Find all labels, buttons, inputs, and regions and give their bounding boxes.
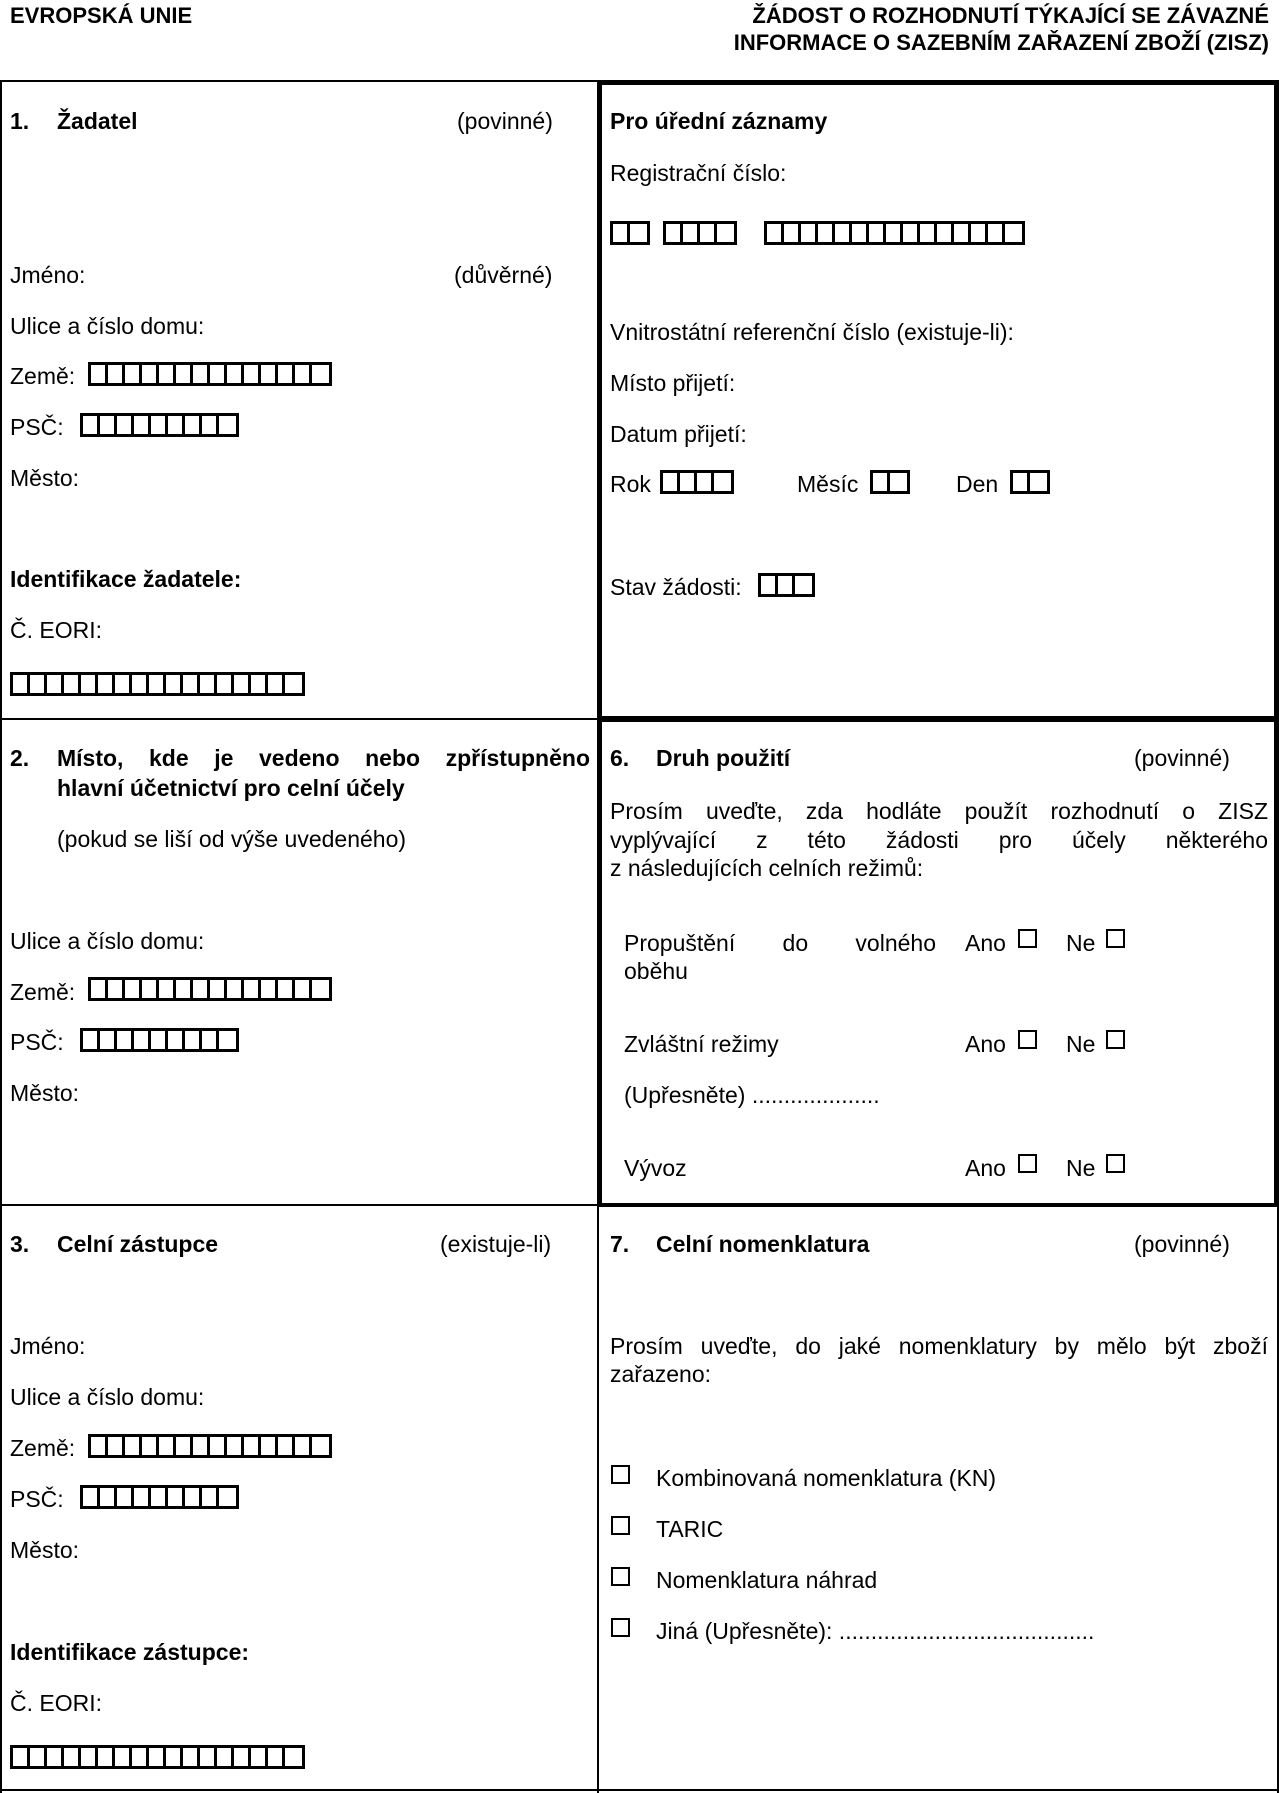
export-yes-label: Ano bbox=[965, 1155, 1006, 1181]
option-refund-checkbox[interactable] bbox=[611, 1567, 630, 1586]
option-refund-label: Nomenklatura náhrad bbox=[656, 1567, 878, 1593]
section7-note: (povinné) bbox=[1134, 1231, 1230, 1257]
release-yes-label: Ano bbox=[965, 930, 1006, 956]
option-taric-label: TARIC bbox=[656, 1516, 724, 1542]
section2-postcode-boxes[interactable] bbox=[80, 1028, 239, 1052]
section6-number: 6. bbox=[610, 745, 630, 771]
section7-intro-line2: zařazeno: bbox=[610, 1361, 712, 1387]
section6-note: (povinné) bbox=[1134, 745, 1230, 771]
section3-country-label: Země: bbox=[10, 1435, 76, 1461]
name-label: Jméno: bbox=[10, 262, 86, 288]
release-no-checkbox[interactable] bbox=[1106, 929, 1125, 948]
section2-country-boxes[interactable] bbox=[88, 977, 332, 1001]
name-confidential-note: (důvěrné) bbox=[454, 262, 553, 288]
section6-title: Druh použití bbox=[656, 745, 791, 771]
option-taric-checkbox[interactable] bbox=[611, 1516, 630, 1535]
section7-number: 7. bbox=[610, 1231, 630, 1257]
application-status-label: Stav žádosti: bbox=[610, 574, 742, 600]
official-title: Pro úřední záznamy bbox=[610, 108, 828, 134]
section2-title-line2: hlavní účetnictví pro celní účely bbox=[57, 775, 405, 801]
release-no-label: Ne bbox=[1066, 930, 1096, 956]
section1-title: Žadatel bbox=[57, 108, 138, 134]
representative-id-title: Identifikace zástupce: bbox=[10, 1639, 250, 1665]
year-boxes[interactable] bbox=[660, 470, 734, 494]
option-other-field[interactable]: Jiná (Upřesněte): ........................................ bbox=[656, 1618, 1095, 1644]
form-title bbox=[569, 2, 1269, 56]
option-other-checkbox[interactable] bbox=[611, 1618, 630, 1637]
date-of-receipt-label: Datum přijetí: bbox=[610, 421, 747, 447]
section1-note: (povinné) bbox=[457, 108, 553, 134]
export-label: Vývoz bbox=[624, 1155, 687, 1181]
option-cn-checkbox[interactable] bbox=[611, 1465, 630, 1484]
form-title-line1: ŽÁDOST O ROZHODNUTÍ TÝKAJÍCÍ SE ZÁVAZNÉ bbox=[752, 3, 1269, 28]
section6-intro-line3: z následujících celních režimů: bbox=[610, 855, 924, 881]
section2-number: 2. bbox=[10, 745, 30, 771]
grid-bottom-line bbox=[0, 1789, 1279, 1791]
registration-boxes-3[interactable] bbox=[764, 221, 1025, 245]
month-boxes[interactable] bbox=[870, 470, 910, 494]
section3-title: Celní zástupce bbox=[57, 1231, 219, 1257]
section3-street-label: Ulice a číslo domu: bbox=[10, 1384, 205, 1410]
street-label: Ulice a číslo domu: bbox=[10, 313, 205, 339]
day-boxes[interactable] bbox=[1010, 470, 1050, 494]
special-procedures-label: Zvláštní režimy bbox=[624, 1031, 779, 1057]
section3-country-boxes[interactable] bbox=[88, 1434, 332, 1458]
section2-country-label: Země: bbox=[10, 979, 76, 1005]
form-title-line2: INFORMACE O SAZEBNÍM ZAŘAZENÍ ZBOŽÍ (ZISZ) bbox=[733, 30, 1269, 55]
special-specify-field[interactable]: (Upřesněte) .................... bbox=[624, 1082, 880, 1108]
section3-number: 3. bbox=[10, 1231, 30, 1257]
release-free-circulation-label: Propuštění do volného bbox=[624, 930, 936, 956]
section3-postcode-label: PSČ: bbox=[10, 1486, 64, 1512]
grid-left-line bbox=[0, 80, 2, 1793]
export-no-label: Ne bbox=[1066, 1155, 1096, 1181]
section2-city-label: Město: bbox=[10, 1080, 80, 1106]
special-yes-checkbox[interactable] bbox=[1018, 1030, 1037, 1049]
postcode-boxes[interactable] bbox=[80, 413, 239, 437]
export-no-checkbox[interactable] bbox=[1106, 1154, 1125, 1173]
country-label: Země: bbox=[10, 363, 76, 389]
special-no-checkbox[interactable] bbox=[1106, 1030, 1125, 1049]
registration-number-label: Registrační číslo: bbox=[610, 160, 787, 186]
export-yes-checkbox[interactable] bbox=[1018, 1154, 1037, 1173]
section1-number: 1. bbox=[10, 108, 30, 134]
section3-note: (existuje-li) bbox=[440, 1231, 552, 1257]
section3-city-label: Město: bbox=[10, 1537, 80, 1563]
postcode-label: PSČ: bbox=[10, 414, 64, 440]
special-yes-label: Ano bbox=[965, 1031, 1006, 1057]
special-no-label: Ne bbox=[1066, 1031, 1096, 1057]
applicant-id-title: Identifikace žadatele: bbox=[10, 566, 242, 592]
section3-eori-label: Č. EORI: bbox=[10, 1690, 103, 1716]
city-label: Město: bbox=[10, 465, 80, 491]
section2-street-label: Ulice a číslo domu: bbox=[10, 928, 205, 954]
section2-postcode-label: PSČ: bbox=[10, 1029, 64, 1055]
section2-subnote: (pokud se liší od výše uvedeného) bbox=[57, 826, 407, 852]
section7-intro-line1: Prosím uveďte, do jaké nomenklatury by mělo být zboží bbox=[610, 1333, 1268, 1359]
registration-boxes-1[interactable] bbox=[610, 221, 650, 245]
month-label: Měsíc bbox=[797, 471, 859, 497]
section6-intro-line1: Prosím uveďte, zda hodláte použít rozhodnutí o ZISZ bbox=[610, 798, 1268, 824]
day-label: Den bbox=[956, 471, 999, 497]
option-cn-label: Kombinovaná nomenklatura (KN) bbox=[656, 1465, 997, 1491]
eori-boxes[interactable] bbox=[10, 672, 305, 696]
section2-title-line1: Místo, kde je vedeno nebo zpřístupněno bbox=[57, 745, 590, 771]
section3-postcode-boxes[interactable] bbox=[80, 1485, 239, 1509]
grid-row1-line-left bbox=[0, 718, 600, 720]
registration-boxes-2[interactable] bbox=[663, 221, 737, 245]
eori-label: Č. EORI: bbox=[10, 617, 103, 643]
release-yes-checkbox[interactable] bbox=[1018, 929, 1037, 948]
national-reference-label: Vnitrostátní referenční číslo (existuje-li): bbox=[610, 319, 1014, 345]
place-of-receipt-label: Místo přijetí: bbox=[610, 370, 736, 396]
year-label: Rok bbox=[610, 471, 651, 497]
application-status-boxes[interactable] bbox=[758, 573, 815, 597]
section3-eori-boxes[interactable] bbox=[10, 1745, 305, 1769]
section6-box bbox=[598, 718, 1278, 1207]
country-code-boxes[interactable] bbox=[88, 362, 332, 386]
release-free-circulation-label-line2: oběhu bbox=[624, 958, 688, 984]
eu-header: EVROPSKÁ UNIE bbox=[10, 3, 193, 28]
section6-intro-line2: vyplývající z této žádosti pro účely některého bbox=[610, 827, 1268, 853]
section3-name-label: Jméno: bbox=[10, 1333, 86, 1359]
section7-title: Celní nomenklatura bbox=[656, 1231, 870, 1257]
